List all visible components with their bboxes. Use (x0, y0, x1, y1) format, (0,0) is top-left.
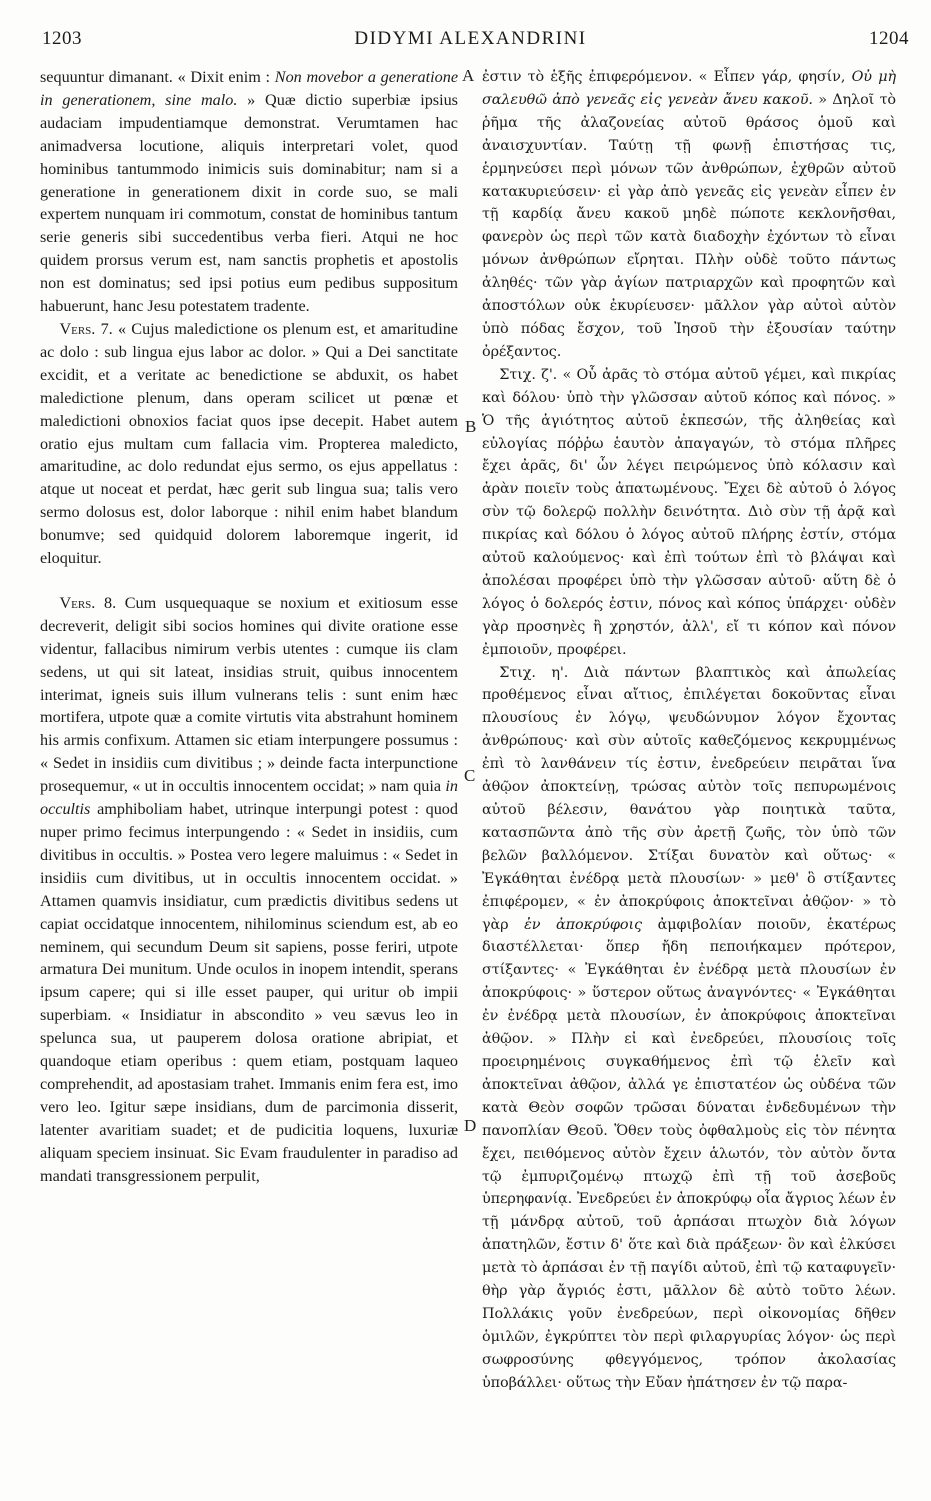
greek-p2-text: « Οὗ ἀρᾶς τὸ στόμα αὐτοῦ γέμει, καὶ πικρίας καὶ δόλου· ὑπὸ τὴν γλῶσσαν αὐτοῦ κόπος καὶ πόνος. » Ὁ τῆς ἁγιότητος αὐτοῦ ἐκπεσών, τῆς ἀληθείας καὶ εὐλογίας πόῤῥω ἑαυτὸν ἀπαγαγών, τὸ στόμα πλῆρες ἔχει ἀρᾶς, δι' ὧν λέγει πειρώμενος ὑπὸ κόλασιν καὶ ἀρὰν ποιεῖν τοὺς ἀπατωμένους. Ἔχει δὲ αὐτοῦ ὁ λόγος σὺν τῷ δολερῷ πολλὴν δεινότητα. Διὸ σὺν τῇ ἀρᾷ καὶ πικρίας καὶ δόλου ὁ λόγος αὐτοῦ πλήρης ἐστίν, στόμα αὐτοῦ καλούμενος· καὶ ἐπὶ τούτων ἐπὶ τὸ βλάψαι καὶ ἀπολέσαι προφέρει ὑπὸ τὴν γλῶσσαν αὐτοῦ· αὕτη δὲ ὁ λόγος ὁ δολερός ἐστιν, πόνος καὶ κόπος ὑπάρχει· οὐδὲν γὰρ προσηνὲς ἢ χρηστόν, ἀλλ', εἴ τι κόπον καὶ πόνον ἐμποιοῦν, προφέρει. (482, 366, 897, 658)
latin-p2-text: « Cujus maledictione os plenum est, et amaritudine ac dolo : sub lingua ejus labor ac dolor. » Qui a Dei sanctitate excidit, et a veritate ac benedictione se abduxit, os habet maledictione plenum, dans operam scilicet ut pœnæ et maledictioni obnoxios faciat quos ipse decepit. Habet autem oratio ejus multam cum fallacia vim. Propterea maledicto, amaritudine, ac dolo redundat ejus sermo, os ejus appellatus : atque ut noceat et perdat, hæc gerit sub lingua sua; talis vero sermo dolosus est, dolor laborque : nihil enim habet blandum bonumve; sed quidquid dolorem laboremque ingerit, id eloquitur. (40, 319, 458, 568)
page-number-left: 1203 (42, 28, 82, 49)
latin-column (40, 66, 458, 1491)
greek-p1-text-cont: » Δηλοῖ τὸ ῥῆμα τῆς ἀλαζονείας αὐτοῦ θράσος ὁμοῦ καὶ ἀναισχυντίαν. Ταύτῃ τῇ φωνῇ ἐπιστήσας τις, ἑρμηνεύσει περὶ μόνων τῶν ἀνθρώπων, ἐχθρῶν αὐτοῦ κατακυριεύσειν· εἰ γὰρ ἀπὸ γενεᾶς εἰς γενεὰν εἶπεν ἐν τῇ καρδίᾳ ἄνευ κακοῦ μηδὲ πώποτε κεκλονῆσθαι, φανερὸν ὡς περὶ τῶν κατὰ διαδοχὴν ἐχόντων τὸ εἶναι μόνων ἀνθρώπων εἴρηται. Πλὴν οὐδὲ τοῦτο πάντως ἀληθές· τῶν γὰρ ἁγίων πατριαρχῶν καὶ προφητῶν καὶ ἀποστόλων οὐκ ἐκυρίευσεν· μᾶλλον γὰρ αὐτοὶ αὐτὸν ὑπὸ πόδας ἔσχον, τοῦ Ἰησοῦ τὴν ἐξουσίαν ταύτην ὀρέξαντος. (482, 91, 896, 360)
greek-paragraph-3 (482, 662, 896, 1395)
greek-p3-text-cont: ἀμφιβολίαν ποιοῦν, ἑκατέρως διαστέλλεται· ὅπερ ἤδη πεποιήκαμεν πρότερον, στίξαντες· « Ἐγκάθηται ἐν ἐνέδρᾳ μετὰ πλουσίων ἐν ἀποκρύφοις· » ὕστερον οὕτως ἀναγνόντες· « Ἐγκάθηται ἐν ἐνέδρᾳ μετὰ πλουσίων, ἐν ἀποκρύφοις ἀποκτεῖναι ἀθῷον. » Πλὴν εἰ καὶ ἐνεδρεύει, πλουσίοις τοῖς προειρημένοις συγκαθήμενος ἐπὶ τῷ ἑλεῖν καὶ ἀποκτεῖναι ἀθῷον, ἀλλά γε ἐπιστατέον ὡς οὐδένα τῶν κατὰ Θεὸν σοφῶν τρῶσαι δύναται ἐνδεδυμένων τὴν πανοπλίαν Θεοῦ. Ὅθεν τοὺς ὀφθαλμοὺς εἰς τὸν πένητα ἔχει, πειθόμενος αὐτὸν ἔχειν ἁλωτόν, τὸν αὐτὸν ὄντα τῷ ἐμπυριζομένῳ πτωχῷ ἐπὶ τῇ τοῦ ἀσεβοῦς ὑπερηφανίᾳ. Ἐνεδρεύει ἐν ἀποκρύφῳ οἷα ἄγριος λέων ἐν τῇ μάνδρᾳ αὐτοῦ, τοῦ ἁρπάσαι πτωχὸν διὰ λόγων ἀπατηλῶν, ἔστιν δ' ὅτε καὶ διὰ πράξεων· ὃν καὶ ἑλκύσει μετὰ τὸ ἁρπάσαι ἐν τῇ παγίδι αὐτοῦ, ἐπὶ τῷ καταφυγεῖν· θὴρ γὰρ ἄγριός ἐστι, μᾶλλον δὲ αὐτὸ τοῦτο λέων. Πολλάκις γοῦν ἐνεδρεύων, περὶ οἰκονομίας δῆθεν ὁμιλῶν, ἐγκρύπτει τὸν περὶ φιλαργυρίας λόγον· ὡς περὶ σωφροσύνης φθεγγόμενος, τρόπον ἀκολασίας ὑποβάλλει· οὕτως τὴν Εὔαν ἠπάτησεν ἐν τῷ παρα- (482, 916, 896, 1391)
latin-paragraph-1 (40, 66, 458, 318)
latin-paragraph-3 (40, 592, 458, 1188)
greek-p1-quote: Οὐ μὴ σαλευθῶ ἀπὸ γενεᾶς εἰς γενεὰν ἄνευ κακοῦ. (482, 69, 896, 108)
latin-p1-text: sequuntur dimanant. « Dixit enim : (40, 68, 275, 86)
greek-column (482, 66, 896, 1491)
greek-p1-text: ἐστιν τὸ ἑξῆς ἐπιφερόμενον. « Εἶπεν γάρ, φησίν, (482, 69, 852, 85)
latin-p3-text: Cum usquequaque se noxium et exitiosum esse decreverit, deligit sibi socios homines qui divite oratione esse videntur, fallacibus nimirum verbis utentes : cumque iis clam sedens, ut qui sit lateat, insidias struit, quibus innocentem interimat, igneis suis illum vulnerans telis : sunt enim hæc mortifera, utpote quæ a comite virtutis vita abstrahunt hominem his armis confixum. Attamen sic etiam interpungere possumus : « Sedet in insidiis cum divitibus ; » deinde facta interpunctione prosequemur, « ut in occultis innocentem occidat; » nam quia (40, 593, 458, 796)
latin-p3-italic: in occultis (40, 777, 458, 819)
running-title: DIDYMI ALEXANDRINI (354, 28, 587, 49)
page-number-right: 1204 (869, 28, 909, 49)
greek-verse-label-7: Στιχ. ζ'. (499, 366, 558, 383)
page-header (28, 20, 913, 52)
latin-verse-label-7: Vers. 7. (59, 319, 113, 338)
greek-p3-text: Διὰ πάντων βλαπτικὸς καὶ ἀπωλείας προθέμενος εἶναι αἴτιος, ἐπιλέγεται δοκοῦντας εἶναι πλουσίους ἐν λόγῳ, ψευδώνυμον λόγον ἔχοντας ἀνθρώπους· καὶ σὺν αὐτοῖς καθεζόμενος κεκρυμμένως ἐπὶ τὸ λανθάνειν τίς ἐστιν, ἐνεδρεύειν πειρᾶται ἵνα ἀθῷον ἀποκτείνῃ, τρώσας αὐτὸν τοῖς πεπυρωμένοις αὐτοῦ βέλεσιν, θανάτου γὰρ ποιητικὰ ταῦτα, κατασπῶντα ἀπὸ τῆς σὺν ἀρετῇ ζωῆς, τὸν ὑπὸ τῶν βελῶν βαλλόμενον. Στίξαι δυνατὸν καὶ οὕτως· « Ἐγκάθηται ἐνέδρᾳ μετὰ πλουσίων· » μεθ' ὃ στίξαντες ἐπιφέρομεν, « ἐν ἀποκρύφοις ἀποκτεῖναι ἀθῷον· » τὸ γὰρ (482, 664, 896, 933)
margin-letter-c: C (464, 766, 476, 785)
margin-letter-d: D (464, 1116, 477, 1135)
latin-p1-quote: Non movebor a generatione in generationem, sine malo. (40, 68, 458, 109)
greek-paragraph-2 (482, 364, 896, 662)
greek-p3-italic: ἐν ἀποκρύφοις (524, 916, 642, 933)
latin-paragraph-2 (40, 318, 458, 570)
margin-letter-a: A (462, 66, 475, 85)
margin-letter-b: B (465, 417, 477, 436)
latin-p3-text-cont: amphiboliam habet, utrinque interpungi potest : quod nuper primo fecimus interpungendo : « Sedet in insidiis, cum divitibus in occultis. » Postea vero legere maluimus : « Sedet in insidiis cum divitibus, ut in occultis innocentem occidat. » Attamen quamvis insidiatur, cum prædictis divitibus sedens ut capiat occidatque innocentem, nihilominus sciendum est, ab eo neminem, qui secundum Deum sit sapiens, posse feriri, utpote armatura Dei munitum. Unde oculos in inopem intendit, sperans ipsum capere; qui si ille esset pauper, qui uritur ob impii superbiam. « Insidiatur in abscondito » veu sævus leo in spelunca sua, ut pauperem dolosa oratione abripiat, et quandoque etiam operibus : quem etiam, postquam laqueo comprehendit, ad apostasiam trahet. Immanis enim fera est, imo vero leo. Igitur sæpe insidians, dum de parcimonia disserit, latenter avaritiam suadet; et de pudicitia loquens, luxuriæ aliquam speciem insinuat. Sic Evam fraudulenter in paradiso ad mandati transgressionem perpulit, (40, 800, 458, 1185)
latin-p1-text-cont: » Quæ dictio superbiæ ipsius audaciam impudentiamque demonstrat. Verumtamen hac animadversa locutione, aliquis interpretari volet, quod hominibus tantummodo inimicis suis dominabitur; nam si a generatione in generationem dixit in corde suo, se mali expertem nunquam iri commotum, constat de hominibus tantum serie generis sibi succedentibus verba fieri. Atqui ne hoc quidem prorsus verum est, nam sanctis prophetis et apostolis non est dominatus; sed ipsi potius eum pedibus suppositum habuerunt, hanc Jesu potestatem tradente. (40, 90, 458, 316)
greek-paragraph-1 (482, 66, 896, 364)
greek-verse-label-8: Στιχ. η'. (499, 664, 569, 681)
latin-verse-label-8: Vers. 8. (59, 593, 117, 612)
